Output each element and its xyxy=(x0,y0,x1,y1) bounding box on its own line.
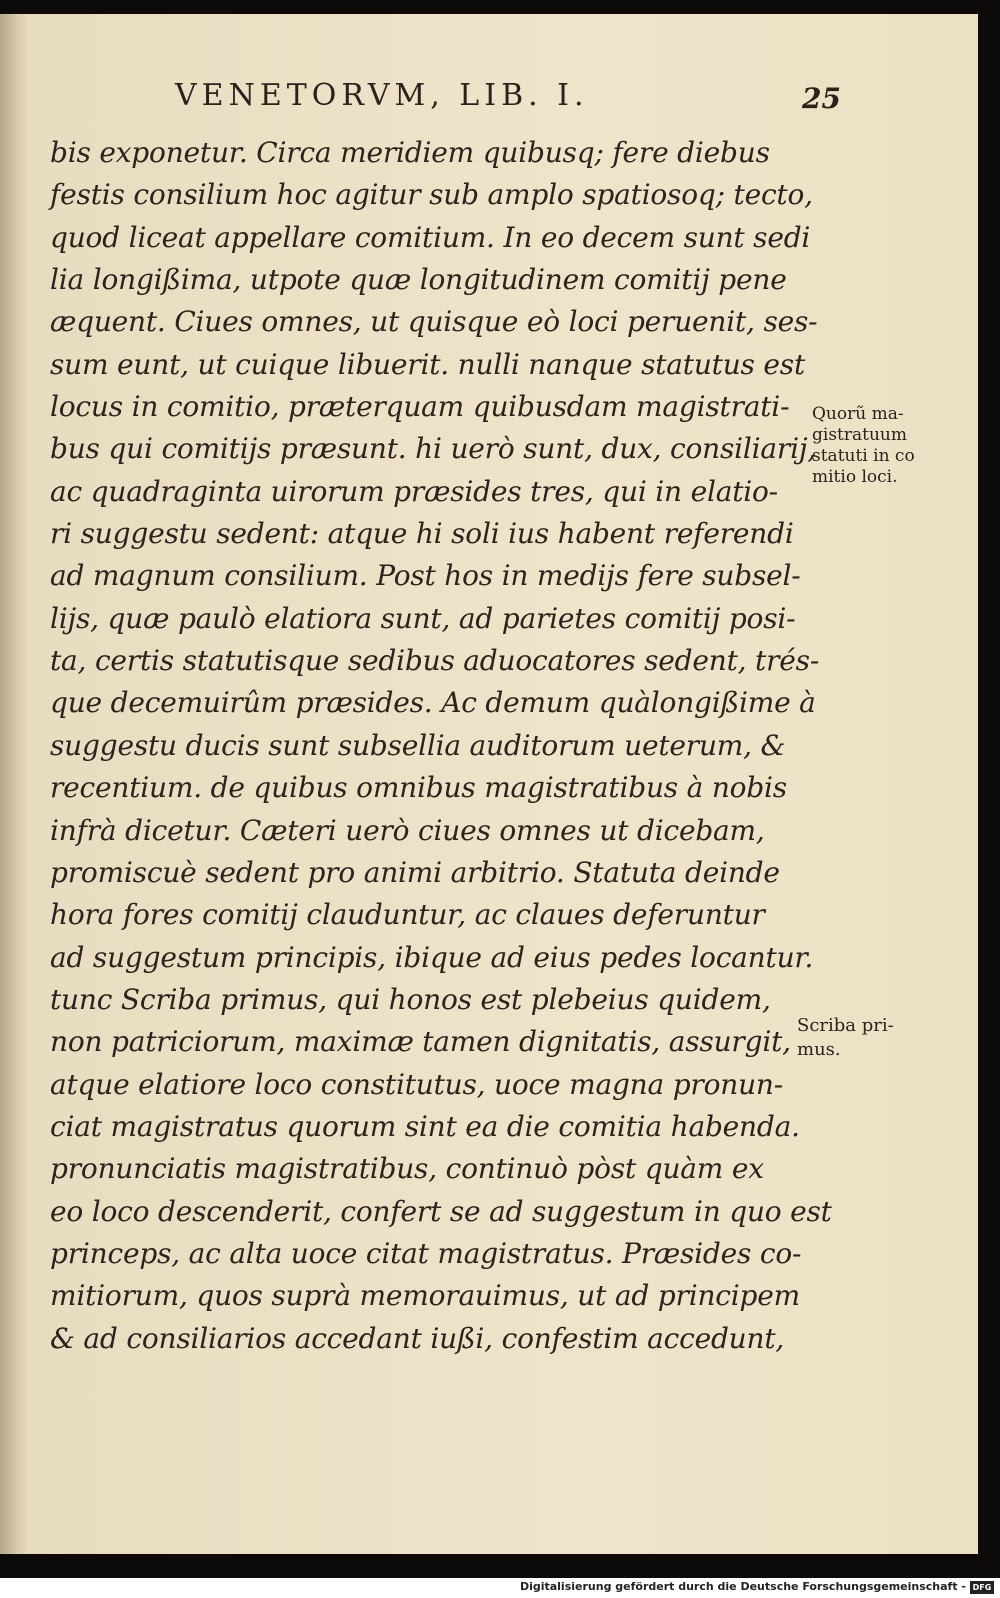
text-line: recentium. de quibus omnibus magistratibus à nobis xyxy=(50,771,787,805)
text-line: & ad consiliarios accedant iußi, confestim accedunt, xyxy=(50,1321,785,1355)
text-line: princeps, ac alta uoce citat magistratus. Præsides co- xyxy=(50,1236,802,1270)
dfg-logo: DFG xyxy=(970,1581,994,1594)
marginal-note-scriba xyxy=(797,1014,894,1062)
funding-credit: Digitalisierung gefördert durch die Deutsche Forschungsgemeinschaft - xyxy=(519,1580,966,1593)
text-line: que decemuirûm præsides. Ac demum quàlongißime à xyxy=(50,686,816,720)
text-line: ciat magistratus quorum sint ea die comitia habenda. xyxy=(50,1109,800,1143)
marginal-line: Scriba pri- xyxy=(797,1015,894,1036)
text-line: ad suggestum principis, ibique ad eius pedes locantur. xyxy=(50,940,814,974)
text-line: sum eunt, ut cuique libuerit. nulli nanque statutus est xyxy=(50,347,806,381)
text-line: locus in comitio, præterquam quibusdam magistrati- xyxy=(50,390,790,424)
text-line: bus qui comitijs præsunt. hi uerò sunt, dux, consiliarij, xyxy=(50,432,817,466)
book-page xyxy=(0,14,978,1554)
body-text xyxy=(50,132,832,1360)
text-line: bis exponetur. Circa meridiem quibusq; fere diebus xyxy=(50,136,770,169)
marginal-line: mus. xyxy=(797,1039,841,1060)
text-line: lia longißima, utpote quæ longitudinem comitij pene xyxy=(50,263,787,297)
gutter-shadow xyxy=(0,14,30,1554)
page-number: 25 xyxy=(802,82,841,115)
text-line: festis consilium hoc agitur sub amplo spatiosoq; tecto, xyxy=(50,178,813,212)
text-line: ad magnum consilium. Post hos in medijs fere subsel- xyxy=(50,559,801,593)
digitization-footer xyxy=(0,1578,1000,1598)
text-line: pronunciatis magistratibus, continuò pòst quàm ex xyxy=(50,1152,764,1186)
text-line: suggestu ducis sunt subsellia auditorum ueterum, & xyxy=(50,728,786,762)
text-line: ta, certis statutisque sedibus aduocatores sedent, trés- xyxy=(50,644,820,678)
text-line: tunc Scriba primus, qui honos est plebeius quidem, xyxy=(50,982,771,1016)
text-line: infrà dicetur. Cæteri uerò ciues omnes ut dicebam, xyxy=(50,813,765,847)
text-line: æquent. Ciues omnes, ut quisque eò loci peruenit, ses- xyxy=(50,305,818,339)
text-line: quod liceat appellare comitium. In eo decem sunt sedi xyxy=(50,220,811,254)
marginal-line: statuti in co xyxy=(812,446,915,466)
running-head: VENETORVM, LIB. I. xyxy=(175,78,589,113)
text-line: ac quadraginta uirorum præsides tres, qui in elatio- xyxy=(50,474,778,508)
text-line: eo loco descenderit, confert se ad suggestum in quo est xyxy=(50,1194,832,1228)
text-line: atque elatiore loco constitutus, uoce magna pronun- xyxy=(50,1067,784,1101)
marginal-note-magistrates xyxy=(812,404,915,488)
text-line: mitiorum, quos suprà memorauimus, ut ad principem xyxy=(50,1279,800,1313)
text-line: non patriciorum, maximæ tamen dignitatis, assurgit, xyxy=(50,1025,791,1059)
marginal-line: gistratuum xyxy=(812,425,907,445)
marginal-line: mitio loci. xyxy=(812,467,898,487)
text-line: lijs, quæ paulò elatiora sunt, ad parietes comitij posi- xyxy=(50,601,796,635)
text-line: ri suggestu sedent: atque hi soli ius habent referendi xyxy=(50,517,794,551)
marginal-line: Quorũ ma- xyxy=(812,404,904,424)
text-line: promiscuè sedent pro animi arbitrio. Statuta deinde xyxy=(50,855,780,889)
text-line: hora fores comitij clauduntur, ac claues deferuntur xyxy=(50,898,765,932)
